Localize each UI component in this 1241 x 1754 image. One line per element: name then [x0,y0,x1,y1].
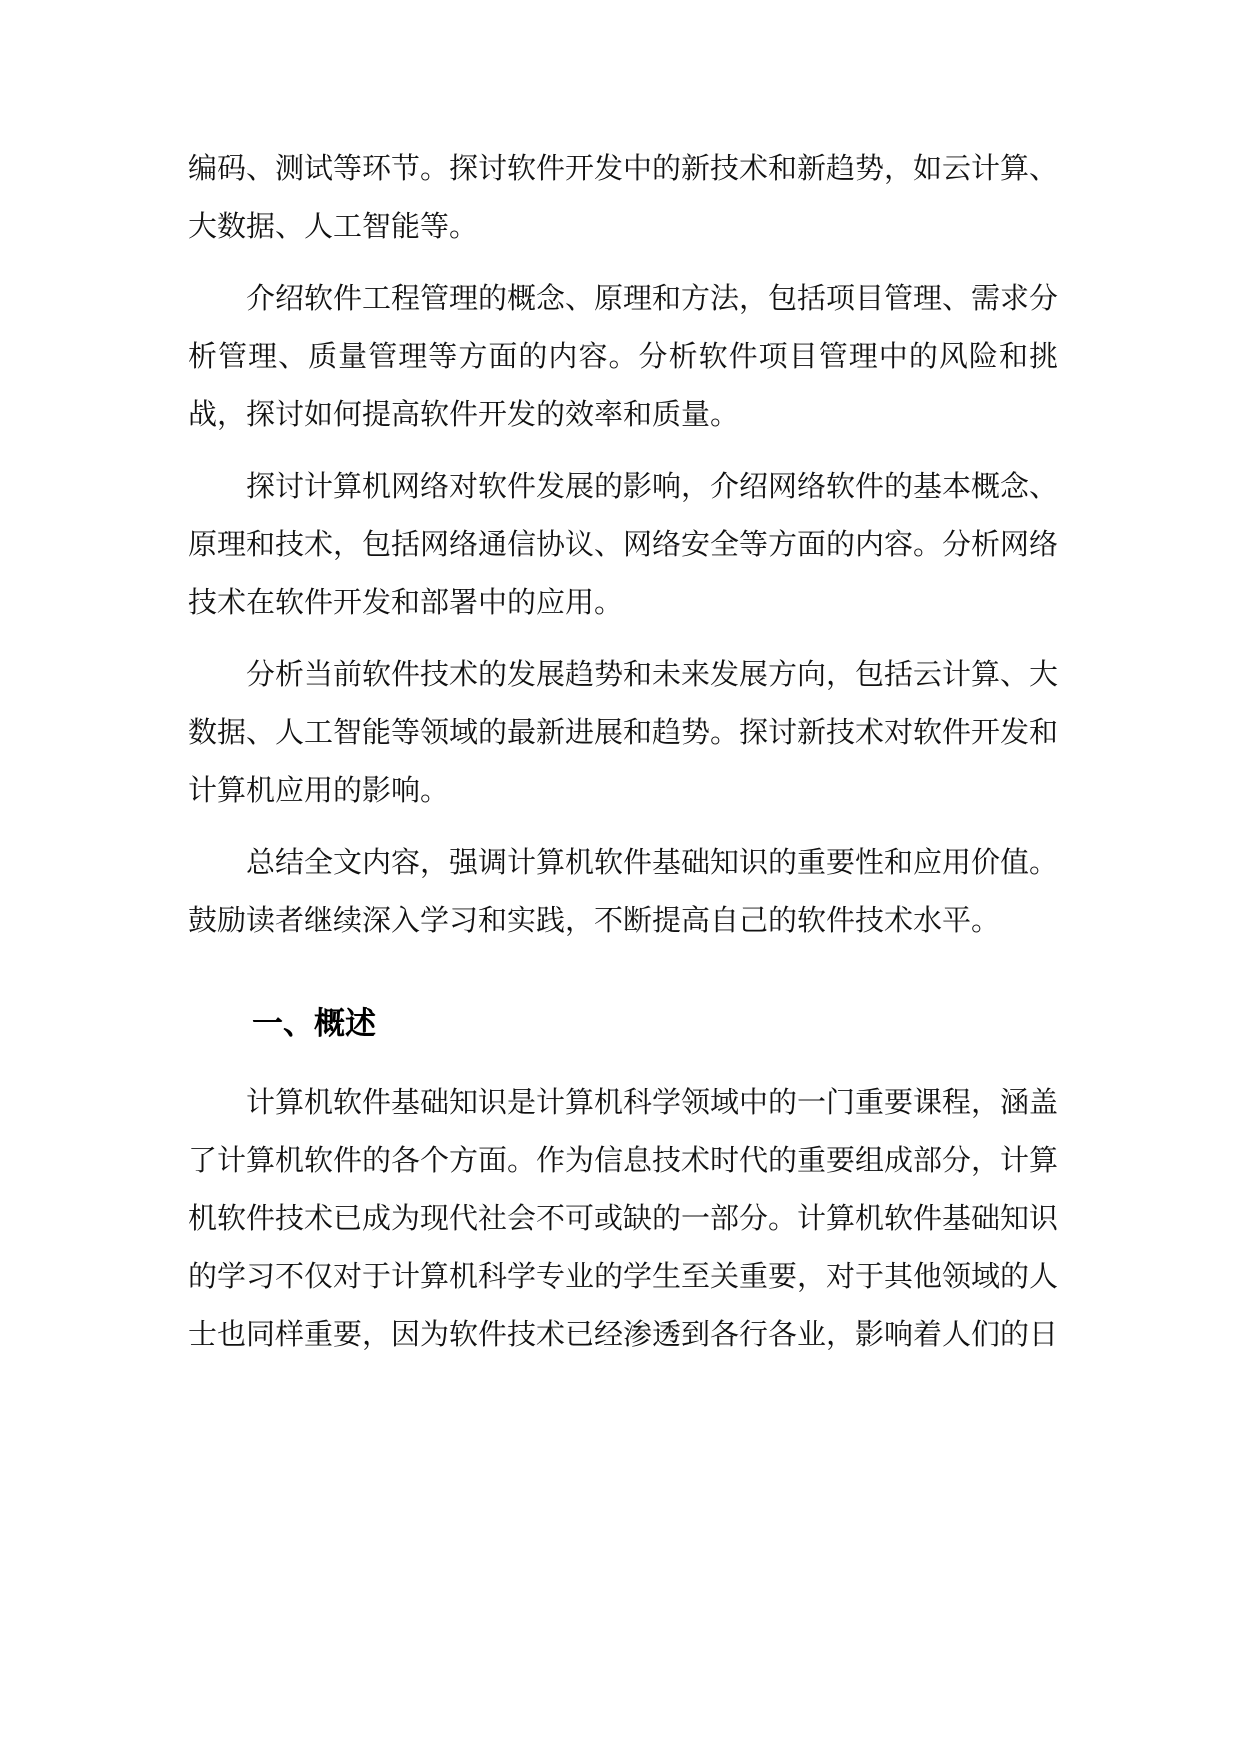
paragraph-overview: 计算机软件基础知识是计算机科学领域中的一门重要课程，涵盖了计算机软件的各个方面。作为信息技术时代的重要组成部分，计算机软件技术已成为现代社会不可或缺的一部分。计算机软件基础知识的学习不仅对于计算机科学专业的学生至关重要，对于其他领域的人士也同样重要，因为软件技术已经渗透到各行各业，影响着人们的日 [188,1085,1059,1351]
paragraph-software-engineering-management: 介绍软件工程管理的概念、原理和方法，包括项目管理、需求分析管理、质量管理等方面的内容。分析软件项目管理中的风险和挑战，探讨如何提高软件开发的效率和质量。 [188,281,1059,431]
document-body [188,139,1058,1377]
paragraph-computer-network: 探讨计算机网络对软件发展的影响，介绍网络软件的基本概念、原理和技术，包括网络通信协议、网络安全等方面的内容。分析网络技术在软件开发和部署中的应用。 [188,469,1059,619]
paragraph-development-trends: 分析当前软件技术的发展趋势和未来发展方向，包括云计算、大数据、人工智能等领域的最新进展和趋势。探讨新技术对软件开发和计算机应用的影响。 [188,657,1059,807]
section-heading-overview: 一、概述 [252,1006,376,1042]
paragraph-continuation: 编码、测试等环节。探讨软件开发中的新技术和新趋势，如云计算、大数据、人工智能等。 [188,151,1059,243]
paragraph-summary: 总结全文内容，强调计算机软件基础知识的重要性和应用价值。鼓励读者继续深入学习和实践，不断提高自己的软件技术水平。 [188,845,1059,937]
